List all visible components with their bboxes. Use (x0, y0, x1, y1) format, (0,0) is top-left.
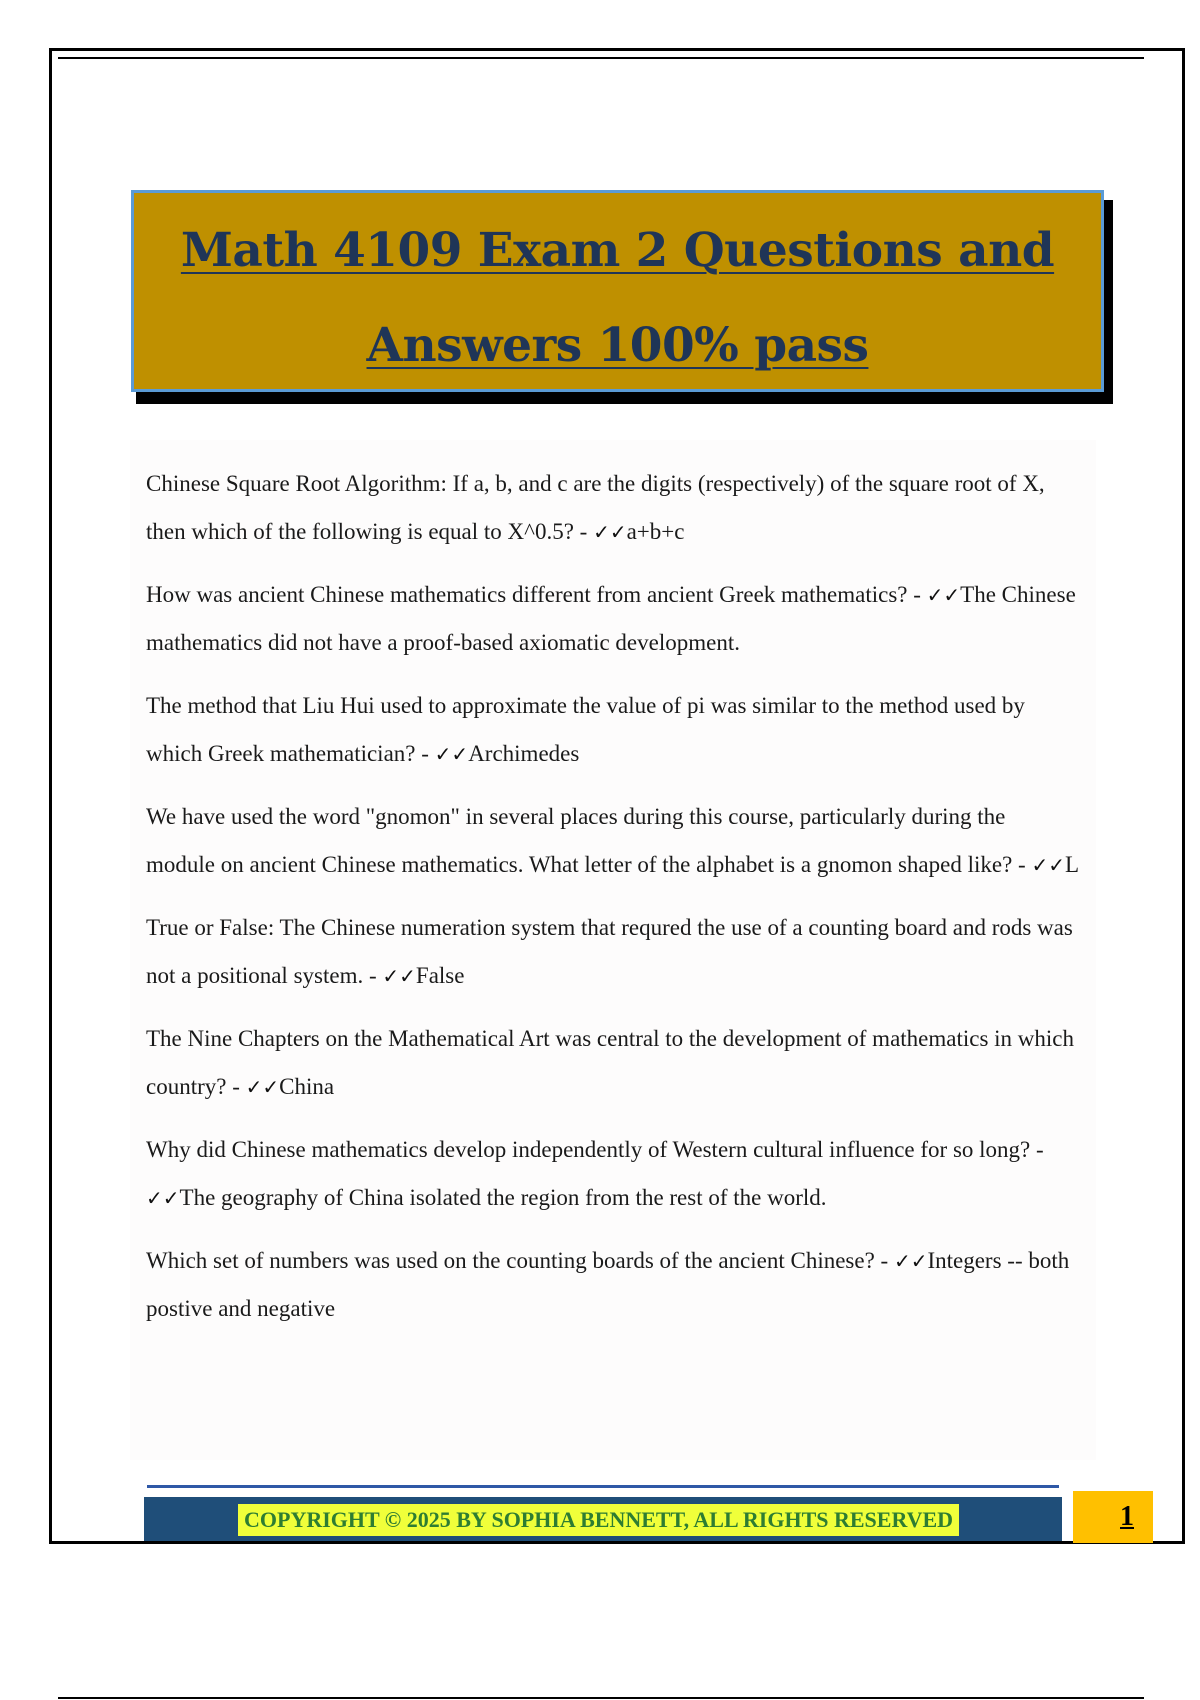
qa-content (130, 440, 1096, 1460)
question-text: Why did Chinese mathematics develop independently of Western cultural influence for so long? (146, 1137, 1031, 1162)
page-number-box (1073, 1491, 1153, 1543)
answer-text: The geography of China isolated the region from the rest of the world. (179, 1185, 827, 1210)
page-number: 1 (1120, 1501, 1134, 1532)
qa-item (146, 1126, 1080, 1222)
double-check-icon: ✓✓ (245, 1075, 280, 1099)
top-rule (58, 57, 1144, 59)
answer-text: China (279, 1074, 335, 1099)
qa-list (130, 440, 1096, 1333)
double-check-icon: ✓✓ (593, 520, 627, 544)
qa-separator: - (226, 1074, 246, 1099)
answer-text: L (1064, 852, 1080, 877)
question-text: How was ancient Chinese mathematics different from ancient Greek mathematics? (146, 582, 908, 607)
qa-separator: - (874, 1248, 894, 1273)
question-text: Which set of numbers was used on the counting boards of the ancient Chinese? (146, 1248, 875, 1273)
question-text: Chinese Square Root Algorithm: If a, b, and c are the digits (respectively) of the square root of X, then which of the following is equal to X^0.5? (146, 471, 1045, 544)
qa-item (146, 793, 1080, 889)
answer-text: Integers -- both postive and negative (146, 1248, 1070, 1321)
footer-rule (147, 1485, 1059, 1488)
double-check-icon: ✓✓ (893, 1249, 928, 1273)
question-text: The method that Liu Hui used to approximate the value of pi was similar to the method used by which Greek mathematician? (146, 693, 1025, 766)
copyright-notice: COPYRIGHT © 2025 BY SOPHIA BENNETT, ALL RIGHTS RESERVED (238, 1504, 959, 1536)
answer-text: a+b+c (626, 519, 685, 544)
double-check-icon: ✓✓ (146, 1186, 180, 1210)
qa-separator: - (907, 582, 927, 607)
title-line-2: Answers 100% pass (366, 318, 869, 373)
title-line-1: Math 4109 Exam 2 Questions and (180, 223, 1055, 278)
qa-separator: - (1030, 1137, 1044, 1162)
answer-text: The Chinese mathematics did not have a proof-based axiomatic development. (146, 582, 1076, 655)
question-text: We have used the word "gnomon" in several places during this course, particularly during the module on ancient Chinese mathematics. What letter of the alphabet is a gnomon shaped like? (146, 804, 1013, 877)
double-check-icon: ✓✓ (434, 742, 469, 766)
question-text: True or False: The Chinese numeration system that requred the use of a counting board and rods was not a positional system. (146, 915, 1073, 988)
qa-item (146, 1015, 1080, 1111)
double-check-icon: ✓✓ (382, 964, 416, 988)
qa-item (146, 682, 1080, 778)
bottom-rule (58, 1697, 1144, 1699)
qa-separator: - (1012, 852, 1032, 877)
double-check-icon: ✓✓ (1031, 853, 1065, 877)
qa-item (146, 1237, 1080, 1333)
title-box (131, 190, 1104, 392)
question-text: The Nine Chapters on the Mathematical Art was central to the development of mathematics in which country? (146, 1026, 1075, 1099)
qa-item (146, 460, 1080, 556)
qa-item (146, 571, 1080, 667)
qa-separator: - (415, 741, 435, 766)
double-check-icon: ✓✓ (926, 583, 961, 607)
qa-separator: - (363, 963, 383, 988)
qa-item (146, 904, 1080, 1000)
qa-separator: - (573, 519, 594, 544)
answer-text: Archimedes (468, 741, 580, 766)
answer-text: False (415, 963, 465, 988)
